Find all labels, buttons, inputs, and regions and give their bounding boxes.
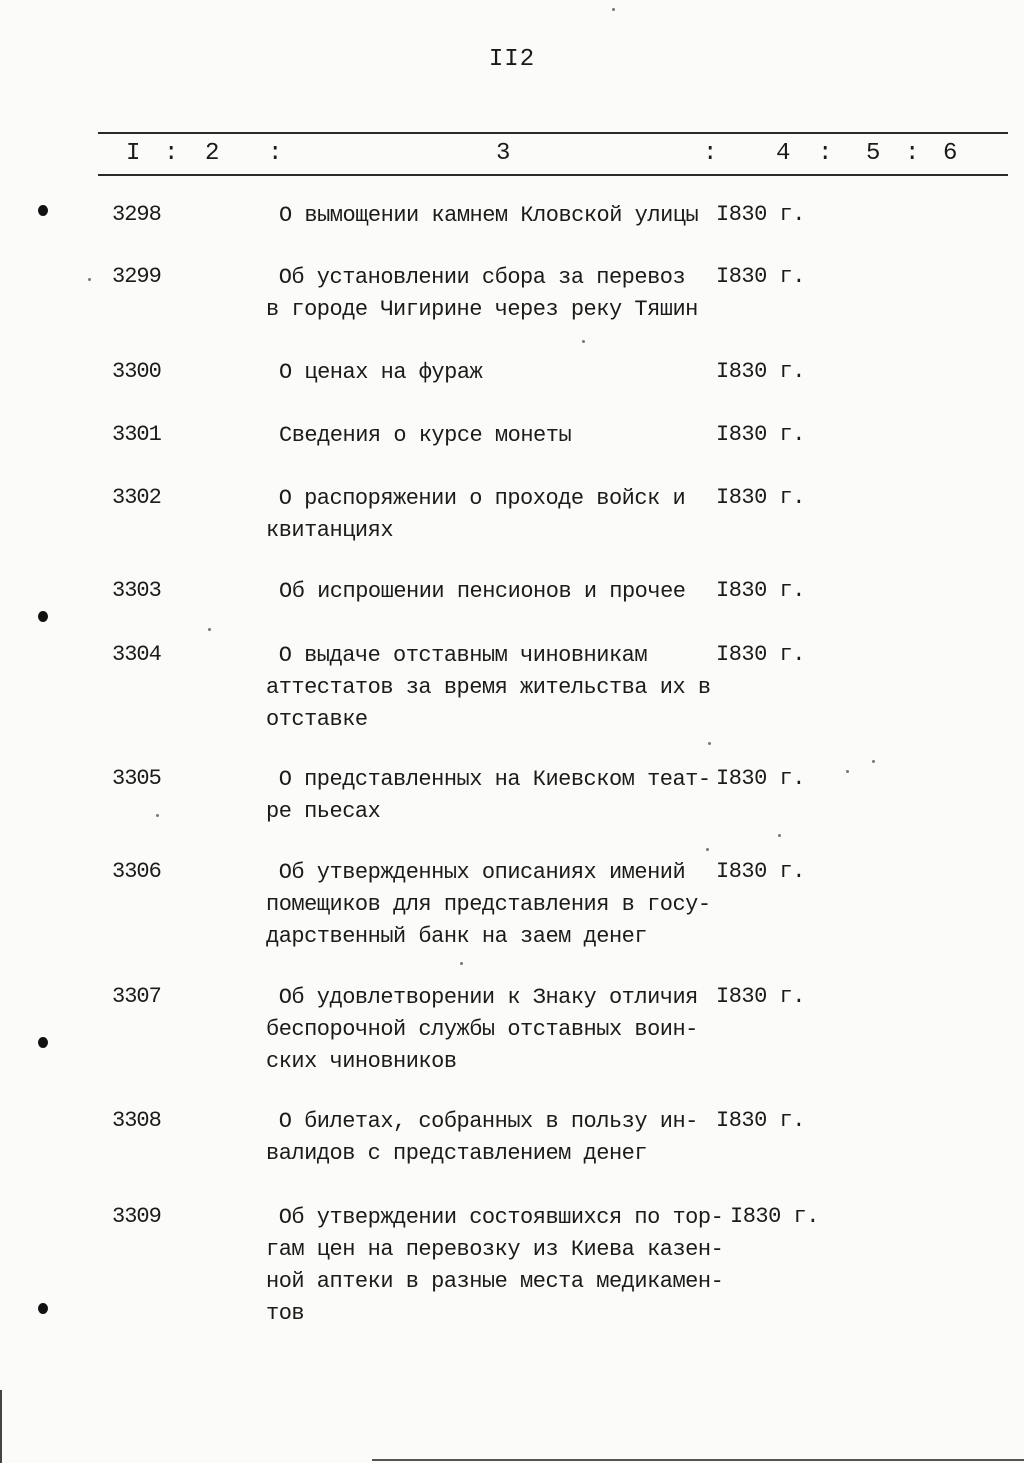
- column-separator: :: [703, 140, 718, 167]
- scan-speck: [872, 760, 875, 763]
- column-separator: :: [905, 140, 920, 167]
- entry-number: 3304: [112, 642, 161, 667]
- entry-number: 3305: [112, 766, 161, 791]
- scan-speck: [582, 340, 585, 343]
- entry-year: I830 г.: [716, 359, 805, 384]
- scan-speck: [778, 834, 781, 837]
- scan-edge-line: [0, 1390, 2, 1463]
- column-header-6: 6: [943, 140, 958, 167]
- list-item: [0, 200, 1024, 228]
- page-number: II2: [488, 46, 536, 73]
- entry-description: О выдаче отставным чиновникам аттестатов за время жительства их в отставке: [266, 643, 711, 732]
- list-item: [0, 1106, 1024, 1166]
- punch-hole-mark: [38, 611, 48, 622]
- entry-description: О представленных на Киевском теат- ре пьесах: [266, 767, 711, 824]
- entry-number: 3302: [112, 485, 161, 510]
- scan-edge-line: [372, 1459, 1024, 1461]
- entry-description: Об утвержденных описаниях имений помещиков для представления в госу- дарственный банк на заем денег: [266, 860, 711, 949]
- entry-number: 3299: [112, 264, 161, 289]
- entry-number: 3307: [112, 984, 161, 1009]
- scan-speck: [612, 8, 615, 11]
- list-item: [0, 576, 1024, 604]
- scan-speck: [846, 770, 849, 773]
- list-item: [0, 357, 1024, 385]
- entry-year: I830 г.: [716, 202, 805, 227]
- entry-year: I830 г.: [716, 422, 805, 447]
- entry-number: 3308: [112, 1108, 161, 1133]
- column-header-2: 2: [205, 140, 220, 167]
- entry-description: Об испрошении пенсионов и прочее: [279, 579, 686, 604]
- punch-hole-mark: [38, 1303, 48, 1314]
- table-header-bottom-rule: [98, 174, 1008, 176]
- column-separator: :: [164, 140, 179, 167]
- column-separator: :: [268, 140, 283, 167]
- column-header-5: 5: [866, 140, 881, 167]
- list-item: [0, 640, 1024, 732]
- scan-speck: [460, 962, 463, 965]
- entry-year: I830 г.: [716, 1108, 805, 1133]
- entry-number: 3300: [112, 359, 161, 384]
- scan-speck: [706, 848, 709, 851]
- table-header-top-rule: [98, 132, 1008, 134]
- list-item: [0, 857, 1024, 949]
- entry-year: I830 г.: [716, 642, 805, 667]
- scan-speck: [708, 742, 711, 745]
- entry-year: I830 г.: [716, 264, 805, 289]
- entry-number: 3309: [112, 1204, 161, 1229]
- entry-year: I830 г.: [730, 1204, 819, 1229]
- column-header-4: 4: [776, 140, 791, 167]
- entry-number: 3298: [112, 202, 161, 227]
- entry-description: О ценах на фураж: [279, 360, 483, 385]
- punch-hole-mark: [38, 1037, 48, 1048]
- column-separator: :: [818, 140, 833, 167]
- list-item: [0, 1202, 1024, 1326]
- list-item: [0, 764, 1024, 824]
- list-item: [0, 483, 1024, 543]
- list-item: [0, 982, 1024, 1074]
- punch-hole-mark: [38, 205, 48, 216]
- entry-year: I830 г.: [716, 485, 805, 510]
- column-header-1: I: [126, 140, 141, 167]
- entry-description: Об утверждении состоявшихся по тор- гам цен на перевозку из Киева казен- ной аптеки в разные места медикамен- тов: [266, 1205, 724, 1326]
- entry-description: Об удовлетворении к Знаку отличия беспорочной службы отставных воин- ских чиновников: [266, 985, 698, 1074]
- scan-speck: [208, 628, 211, 631]
- entry-number: 3306: [112, 859, 161, 884]
- entry-number: 3303: [112, 578, 161, 603]
- column-header-3: 3: [496, 140, 511, 167]
- list-item: [0, 420, 1024, 448]
- entry-year: I830 г.: [716, 578, 805, 603]
- entry-year: I830 г.: [716, 984, 805, 1009]
- list-item: [0, 262, 1024, 322]
- scan-speck: [156, 814, 159, 817]
- entry-description: О билетах, собранных в пользу ин- валидов с представлением денег: [266, 1109, 698, 1166]
- scan-speck: [88, 278, 91, 281]
- entry-description: Сведения о курсе монеты: [279, 423, 572, 448]
- entry-year: I830 г.: [716, 766, 805, 791]
- entry-description: Об установлении сбора за перевоз в городе Чигирине через реку Тяшин: [266, 265, 698, 322]
- entry-description: О распоряжении о проходе войск и квитанциях: [266, 486, 686, 543]
- entry-year: I830 г.: [716, 859, 805, 884]
- entry-description: О вымощении камнем Кловской улицы: [279, 203, 699, 228]
- entry-number: 3301: [112, 422, 161, 447]
